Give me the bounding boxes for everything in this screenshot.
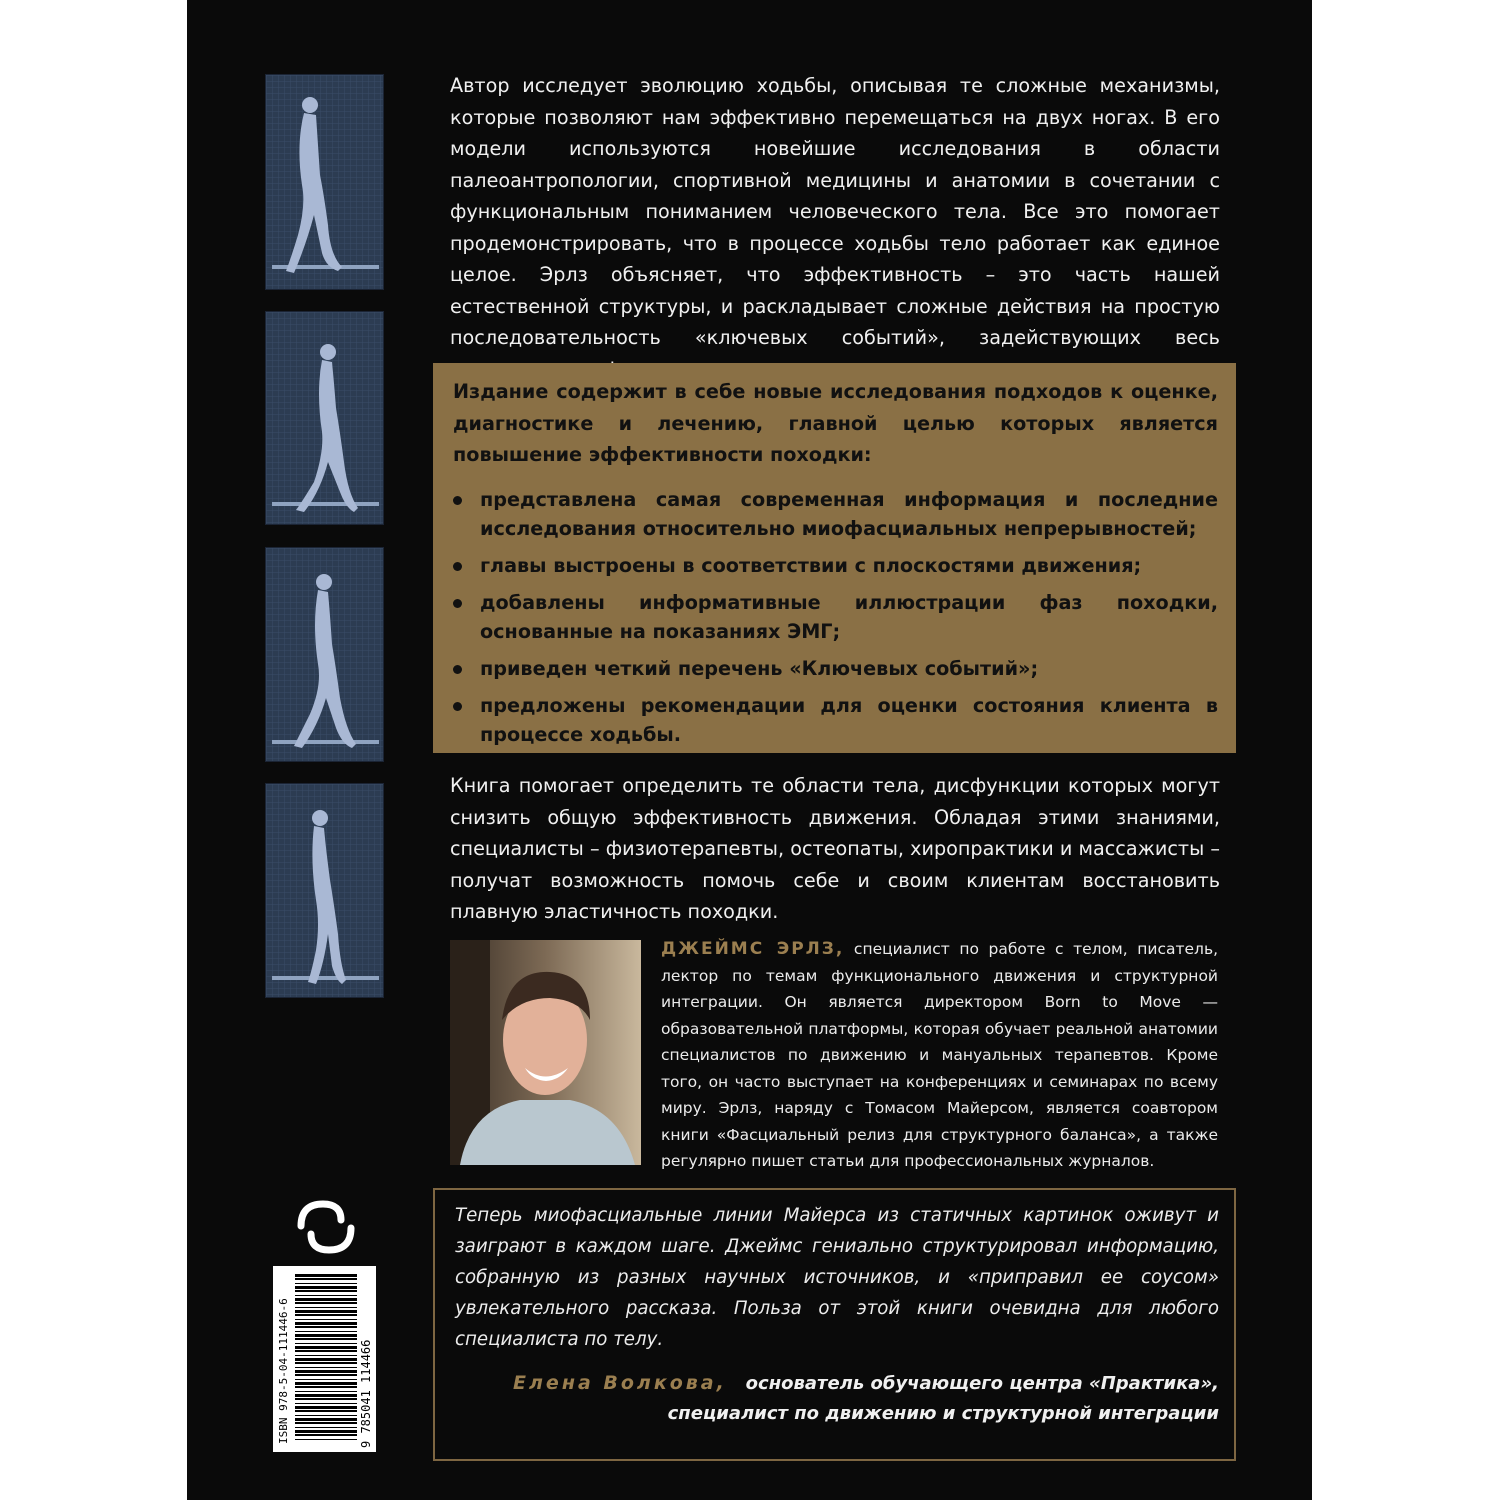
barcode-bar — [295, 1290, 357, 1292]
barcode-bar — [295, 1386, 357, 1388]
barcode-bar — [295, 1418, 357, 1421]
testimonial-author-name: Елена Волкова, — [513, 1372, 727, 1394]
barcode-bar — [295, 1278, 357, 1280]
barcode-bar — [295, 1302, 357, 1304]
barcode-bar — [295, 1286, 357, 1289]
barcode-bar — [295, 1310, 357, 1313]
barcode-bar — [295, 1406, 357, 1409]
barcode-bar — [295, 1403, 357, 1404]
barcode-bar — [295, 1355, 357, 1356]
description-paragraph-1: Автор исследует эволюцию ходьбы, описывая те сложные механизмы, которые позволяют нам эффективно перемещаться на двух ногах. В его модели используются новейшие исследования в области палеоантропологии, спортивной медицины и анатомии в сочетании с функциональным пониманием человеческого тела. Все это помогает продемонстрировать, что в процессе ходьбы тело работает как единое целое. Эрлз объясняет, что эффективность – это часть нашей естественной структуры, и раскладывает сложные действия на простую последовательность «ключевых событий», задействующих весь — [450, 74, 1220, 349]
list-item: добавлены информативные иллюстрации фаз походки, основанные на показаниях ЭМГ; — [453, 588, 1218, 646]
features-intro: Издание содержит в себе новые исследования подходов к оценке, диагностике и лечению, главной целью которых является повышение эффективности походки: — [453, 380, 1218, 466]
list-item: представлена самая современная информация и последние исследования относительно миофасциальных непрерывностей; — [453, 485, 1218, 543]
barcode-bar — [295, 1379, 357, 1380]
testimonial-box — [433, 1188, 1236, 1461]
publisher-logo-icon — [293, 1196, 359, 1258]
barcode-bar — [295, 1314, 357, 1316]
walking-sequence-frame-4 — [265, 783, 384, 998]
barcode-bar — [295, 1382, 357, 1385]
barcode-bar — [295, 1370, 357, 1373]
testimonial-author-role-1: основатель обучающего центра «Практика», — [745, 1373, 1219, 1394]
bullet-icon — [453, 599, 462, 608]
author-name: ДЖЕЙМС ЭРЛЗ, — [661, 939, 845, 959]
barcode-bar — [295, 1307, 357, 1308]
features-list — [453, 485, 1218, 749]
barcode-bar — [295, 1430, 357, 1433]
list-item: предложены рекомендации для оценки состояния клиента в процессе ходьбы. — [453, 691, 1218, 749]
barcode-bar — [295, 1298, 357, 1301]
barcode — [273, 1266, 376, 1452]
barcode-bar — [295, 1410, 357, 1412]
author-photo — [450, 940, 641, 1165]
barcode-bar — [295, 1295, 357, 1296]
testimonial-author-role-2: специалист по движению и структурной интеграции — [667, 1403, 1219, 1424]
testimonial-signature — [455, 1368, 1219, 1429]
barcode-bar — [295, 1362, 357, 1364]
description-paragraph-2: Книга помогает определить те области тела, дисфункции которых могут снизить общую эффективность движения. Обладая этими знаниями, специалисты – физиотерапевты, остеопаты, хиропрактики и массажисты – получат возможность помочь себе и своим клиентам восстановить плавную эластичность походки. — [450, 774, 1220, 923]
bullet-icon — [453, 496, 462, 505]
author-bio — [661, 936, 1218, 1175]
features-highlight-box — [433, 363, 1236, 753]
barcode-bar — [295, 1374, 357, 1376]
barcode-bar — [295, 1331, 357, 1332]
barcode-bar — [295, 1427, 357, 1428]
barcode-bar — [295, 1415, 357, 1416]
barcode-bar — [295, 1358, 357, 1361]
barcode-bar — [295, 1350, 357, 1352]
bullet-icon — [453, 562, 462, 571]
isbn-label: ISBN 978-5-04-111446-6 — [277, 1298, 290, 1444]
walking-sequence-frame-1 — [265, 74, 384, 290]
barcode-bar — [295, 1343, 357, 1344]
testimonial-text: Теперь миофасциальные линии Майерса из статичных картинок оживут и заиграют в каждом шаге. Джеймс гениально структурировал информацию, собранную из разных научных источников, и «приправил ее соусом» увлекательного рассказа. Польза от этой книги очевидна для любого специалиста по телу. — [455, 1205, 1219, 1350]
walking-sequence-frame-3 — [265, 547, 384, 762]
barcode-bar — [295, 1439, 357, 1440]
barcode-bar — [295, 1394, 357, 1397]
barcode-digits: 9 785041 114466 — [359, 1339, 373, 1448]
barcode-bar — [295, 1422, 357, 1424]
barcode-bar — [295, 1346, 357, 1349]
bullet-icon — [453, 665, 462, 674]
barcode-bar — [295, 1434, 357, 1436]
barcode-bar — [295, 1319, 357, 1320]
barcode-bar — [295, 1283, 357, 1284]
barcode-bar — [295, 1338, 357, 1340]
bullet-icon — [453, 702, 462, 711]
barcode-bar — [295, 1391, 357, 1392]
list-item: приведен четкий перечень «Ключевых событий»; — [453, 654, 1218, 683]
barcode-bar — [295, 1334, 357, 1337]
barcode-bar — [295, 1367, 357, 1368]
barcode-bar — [295, 1326, 357, 1328]
list-item: главы выстроены в соответствии с плоскостями движения; — [453, 551, 1218, 580]
barcode-bar — [295, 1274, 357, 1277]
author-bio-text: специалист по работе с телом, писатель, лектор по темам функционального движения и структурной интеграции. Он является директором Born to Move — образовательной платформы, которая обучает реальной анатомии специалистов по движению и мануальных терапевтов. Кроме того, он часто выступает на конференциях и семинарах по всему миру. Эрлз, наряду с Томасом Майерсом, является соавтором книги «Фасциальный релиз для структурного баланса», а также регулярно пишет статьи для профессиональных журналов. — [661, 940, 1219, 1170]
barcode-bar — [295, 1322, 357, 1325]
barcode-bar — [295, 1398, 357, 1400]
walking-sequence-frame-2 — [265, 311, 384, 525]
